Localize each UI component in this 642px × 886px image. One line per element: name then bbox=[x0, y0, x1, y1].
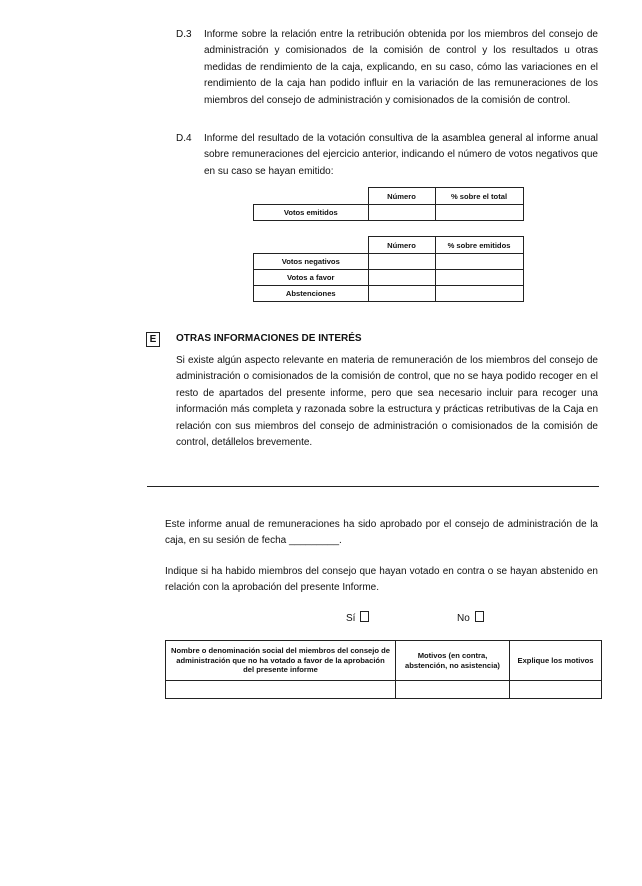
table2-cell-numero[interactable] bbox=[368, 270, 435, 286]
table2-cell-percent[interactable] bbox=[435, 286, 523, 302]
table3-cell-explain[interactable] bbox=[510, 681, 602, 699]
table2-cell-percent[interactable] bbox=[435, 254, 523, 270]
table-row bbox=[254, 254, 524, 270]
no-option[interactable] bbox=[457, 611, 484, 626]
section-d4-text: Informe del resultado de la votación consultiva de la asamblea general al informe anual sobre remuneraciones del ejercicio anterior, indicando el número de votos negativos que en su caso se hayan emitido: bbox=[204, 133, 598, 177]
table-row bbox=[166, 681, 602, 699]
section-d4-number: D.4 bbox=[176, 133, 192, 144]
dissenting-members-table bbox=[165, 640, 602, 699]
table2-row-label: Votos a favor bbox=[254, 270, 369, 286]
table2-header-numero: Número bbox=[368, 237, 435, 254]
section-d3-number: D.3 bbox=[176, 29, 192, 40]
table-row bbox=[254, 286, 524, 302]
no-checkbox[interactable] bbox=[475, 611, 484, 622]
table2-cell-numero[interactable] bbox=[368, 254, 435, 270]
table2-header-percent: % sobre emitidos bbox=[435, 237, 523, 254]
table2-row-label: Abstenciones bbox=[254, 286, 369, 302]
table3-header-explain: Explique los motivos bbox=[510, 641, 602, 681]
yes-checkbox[interactable] bbox=[360, 611, 369, 622]
no-label: No bbox=[457, 613, 470, 624]
table3-cell-name[interactable] bbox=[166, 681, 396, 699]
yes-label: Sí bbox=[346, 613, 356, 624]
table3-cell-reasons[interactable] bbox=[396, 681, 510, 699]
table3-header-name: Nombre o denominación social del miembros del consejo de administración que no ha votado a favor de la aprobación del presente informe bbox=[166, 641, 396, 681]
yes-option[interactable] bbox=[346, 611, 369, 626]
votes-question-text: Indique si ha habido miembros del consejo que hayan votado en contra o se hayan abstenido en relación con la aprobación del presente Informe. bbox=[165, 566, 598, 594]
table1-cell-numero[interactable] bbox=[368, 205, 435, 221]
table1-header-percent: % sobre el total bbox=[435, 188, 523, 205]
approval-text: Este informe anual de remuneraciones ha sido aprobado por el consejo de administración de la caja, en su sesión de fecha _________. bbox=[165, 519, 598, 547]
section-e-title: OTRAS INFORMACIONES DE INTERÉS bbox=[176, 333, 362, 344]
table1-cell-percent[interactable] bbox=[435, 205, 523, 221]
table1-row-label: Votos emitidos bbox=[254, 205, 369, 221]
votes-breakdown-table bbox=[253, 236, 524, 302]
table-row bbox=[254, 270, 524, 286]
table1-header-numero: Número bbox=[368, 188, 435, 205]
section-e-text: Si existe algún aspecto relevante en materia de remuneración de los miembros del consejo de administración o comisionados de la comisión de control, que no se haya podido recoger en el resto de apartados del presente informe, pero que sea necesario incluir para recoger una información más completa y razonada sobre la estructura y prácticas retributivas de la Caja en relación con sus miembros del consejo de administración o comisionados de la comisión de control, detállelos brevemente. bbox=[176, 355, 598, 449]
table2-row-label: Votos negativos bbox=[254, 254, 369, 270]
section-divider bbox=[147, 486, 599, 487]
table3-header-reasons: Motivos (en contra, abstención, no asistencia) bbox=[396, 641, 510, 681]
votes-emitted-table bbox=[253, 187, 524, 221]
table2-cell-numero[interactable] bbox=[368, 286, 435, 302]
section-d3-text: Informe sobre la relación entre la retribución obtenida por los miembros del consejo de administración y comisionados de la comisión de control y los resultados u otras medidas de rendimiento de la caja, explicando, en su caso, cómo las variaciones en el rendimiento de la caja han podido influir en la variación de las remuneraciones de los miembros del consejo de administración y comisionados de la comisión de control. bbox=[204, 29, 598, 106]
table2-cell-percent[interactable] bbox=[435, 270, 523, 286]
section-e-letter-box: E bbox=[146, 332, 160, 347]
